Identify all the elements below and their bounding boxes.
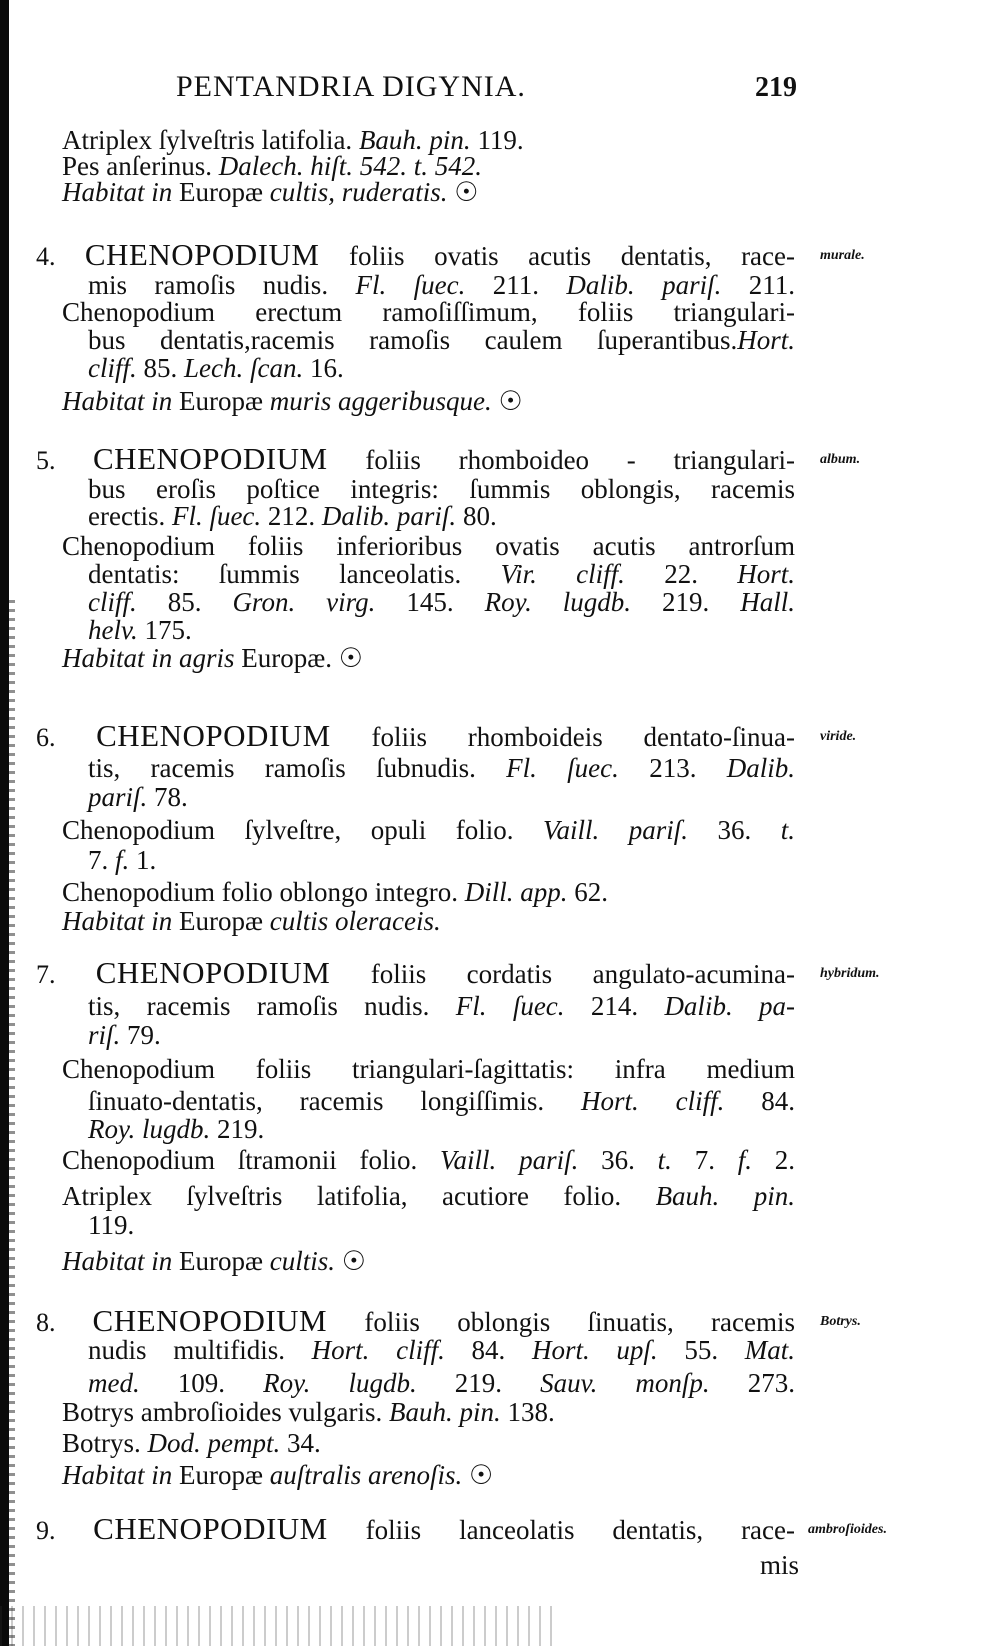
species-number: 7. [36,960,96,989]
italic-citation: Vir. cliff. [500,559,625,589]
text-segment: 212. [261,501,322,531]
text-line [62,1181,795,1211]
italic-citation: Sauv. monſp. [540,1368,710,1398]
page-edge-noise [9,600,15,1646]
text-segment: erectis. [88,501,172,531]
species-number: 8. [36,1308,93,1337]
text-segment: 213. [618,753,727,783]
italic-citation: Fl. ſuec. [171,501,262,531]
text-segment: Chenopodium ſylveſtre, opuli folio. [62,815,543,845]
entry-heading-line [36,1511,796,1546]
italic-citation: Habitat in [62,386,180,416]
entry-heading-line [36,718,795,753]
species-number: 5. [36,446,93,475]
text-line [62,815,795,845]
italic-citation: Hall. [740,587,796,617]
genus-name: CHENOPODIUM [92,1303,328,1338]
text-segment: 1. [129,845,157,875]
text-segment: 36. [687,815,781,845]
text-line [62,906,441,936]
text-segment: foliis cordatis angulato-acumina- [330,959,795,989]
italic-citation: cultis, ruderatis. [269,177,448,207]
text-segment: foliis rhomboideis dentato-ſinua- [330,722,795,752]
italic-citation: Hort. [737,325,795,355]
text-segment: 214. [564,991,665,1021]
text-segment: 36. [578,1145,658,1175]
italic-citation: Lech. ſcan. [184,353,304,383]
page-edge-shadow [0,0,9,1646]
text-line [62,1428,321,1458]
text-line [88,1114,264,1144]
italic-citation: Hort. [737,559,795,589]
italic-citation: Roy. lugdb. [484,587,632,617]
italic-citation: Habitat in [62,1246,180,1276]
italic-citation: Hort. cliff. [311,1335,445,1365]
margin-species-name: Botrys. [820,1314,861,1329]
text-segment: 79. [120,1020,161,1050]
text-segment: 175. [137,615,192,645]
text-segment: Atriplex ſylveſtris latifolia, acutiore folio. [62,1181,656,1211]
italic-citation: Habitat in [62,906,180,936]
text-line [88,474,795,504]
margin-species-name: album. [820,452,861,467]
italic-citation: Dill. app. [464,877,568,907]
text-segment: 273. [709,1368,796,1398]
text-segment: 109. [139,1368,264,1398]
text-segment: 219. [416,1368,541,1398]
text-segment: mis ramoſis nudis. [88,270,356,300]
genus-name: CHENOPODIUM [93,1511,328,1546]
italic-citation: Vaill. pariſ. [440,1145,579,1175]
text-segment: Europæ [179,1460,270,1490]
text-line [88,270,795,300]
text-segment: ☉ [447,177,479,207]
text-segment: Chenopodium ſtramonii folio. [62,1145,441,1175]
italic-citation: Gron. virg. [232,587,376,617]
text-segment: Pes anſerinus. [62,151,219,181]
entry-heading-line [36,441,795,476]
text-line [88,615,192,645]
text-segment: bus eroſis poſtice integris: ſummis oblongis, racemis [88,474,795,504]
italic-citation: auſtralis arenoſis. [269,1460,463,1490]
species-number: 6. [36,723,97,752]
text-segment: 219. [210,1114,265,1144]
entry-heading-line [36,1303,796,1338]
italic-citation: Habitat in agris [62,643,242,673]
italic-citation: Fl. ſuec. [506,753,619,783]
italic-citation: Fl. ſuec. [355,270,466,300]
text-line [88,1020,161,1050]
italic-citation: Fl. ſuec. [455,991,565,1021]
italic-citation: cultis. [269,1246,336,1276]
italic-citation: Dalib. pariſ. [321,501,457,531]
text-segment: tis, racemis ramoſis ſubnudis. [88,753,507,783]
italic-citation: Dalib. pa- [664,991,796,1021]
margin-species-name: hybridum. [820,966,880,981]
italic-citation: Habitat in [62,1460,180,1490]
italic-citation: Hort. cliff. [581,1086,725,1116]
italic-citation: helv. [88,615,138,645]
text-segment: foliis ovatis acutis dentatis, race- [319,241,796,271]
text-segment: 7. [88,845,115,875]
text-segment: foliis lanceolatis dentatis, race- [327,1515,796,1545]
italic-citation: cultis oleraceis. [269,906,441,936]
italic-citation: cliff. [88,353,137,383]
text-line [88,1335,795,1365]
text-segment: bus dentatis,racemis ramoſis caulem ſuperantibus. [88,325,738,355]
text-line [88,501,497,531]
italic-citation: t. [657,1145,672,1175]
text-segment: mis [760,1550,800,1580]
text-line [62,386,523,416]
running-header: PENTANDRIA DIGYNIA. [176,70,526,103]
text-segment: ſinuato-dentatis, racemis longiſſimis. [88,1086,582,1116]
text-segment: Botrys. [62,1428,148,1458]
text-line [88,845,156,875]
text-segment: 62. [567,877,608,907]
entry-heading-line [36,955,795,990]
text-line [88,753,795,783]
italic-citation: f. [737,1145,752,1175]
text-line [62,297,795,327]
margin-species-name: ambroſioides. [808,1522,887,1537]
text-segment: 119. [88,1210,135,1240]
text-line [62,1397,555,1427]
italic-citation: cliff. [88,587,137,617]
text-segment: 78. [147,782,188,812]
text-segment: Atriplex ſylveſtris latifolia. [62,125,359,155]
italic-citation: muris aggeribusque. [269,386,492,416]
text-line [62,177,479,207]
text-segment: 219. [631,587,741,617]
page-number: 219 [755,72,797,103]
italic-citation: Dalib. [726,753,796,783]
text-segment: 80. [456,501,497,531]
text-line [62,531,795,561]
text-line [88,325,795,355]
italic-citation: Bauh. pin. [655,1181,795,1211]
text-segment: 34. [280,1428,321,1458]
text-segment: 85. [136,353,184,383]
text-segment: 7. [671,1145,738,1175]
species-number: 9. [36,1516,94,1545]
text-segment: foliis rhomboideo - triangulari- [327,445,795,475]
italic-citation: Hort. upſ. [531,1335,658,1365]
text-segment: dentatis: ſummis lanceolatis. [88,559,501,589]
text-segment: Europæ [179,386,270,416]
text-segment: nudis multifidis. [88,1335,312,1365]
text-segment: Chenopodium erectum ramoſiſſimum, foliis triangulari- [62,297,795,327]
text-segment: tis, racemis ramoſis nudis. [88,991,456,1021]
text-segment: 16. [303,353,344,383]
text-segment: 211. [465,270,567,300]
text-segment: ☉ [462,1460,494,1490]
genus-name: CHENOPODIUM [93,441,328,476]
text-line [88,1368,795,1398]
text-segment: 22. [624,559,738,589]
text-segment: Europæ [179,1246,270,1276]
italic-citation: Habitat in [62,177,180,207]
text-line [88,991,795,1021]
genus-name: CHENOPODIUM [96,718,331,753]
text-segment: Europæ [179,906,270,936]
text-line [62,1145,795,1175]
text-line [88,782,188,812]
italic-citation: Roy. lugdb. [88,1114,211,1144]
species-number: 4. [36,242,85,271]
entry-heading-line [36,237,796,272]
text-segment: foliis oblongis ſinuatis, racemis [327,1307,796,1337]
text-line [88,587,795,617]
text-segment: Chenopodium foliis inferioribus ovatis acutis antrorſum [62,531,795,561]
text-segment: 84. [724,1086,796,1116]
margin-species-name: viride. [820,729,857,744]
text-line [62,643,363,673]
genus-name: CHENOPODIUM [84,237,320,272]
text-segment: 211. [721,270,795,300]
genus-name: CHENOPODIUM [95,955,331,990]
italic-citation: Roy. lugdb. [263,1368,417,1398]
text-line [88,1210,134,1240]
italic-citation: t. [780,815,795,845]
text-segment: 55. [657,1335,745,1365]
text-segment: Europæ [179,177,270,207]
text-line [62,1246,366,1276]
text-segment: 84. [444,1335,532,1365]
text-segment: 145. [375,587,485,617]
text-segment: 2. [752,1145,796,1175]
italic-citation: riſ. [88,1020,121,1050]
bottom-scan-noise [0,1606,560,1646]
text-segment: Chenopodium folio oblongo integro. [62,877,465,907]
text-segment: Botrys ambroſioides vulgaris. [62,1397,389,1427]
text-line [62,877,608,907]
italic-citation: Dalech. hiſt. 542. t. 542. [218,151,482,181]
text-segment: 138. [500,1397,555,1427]
margin-species-name: murale. [820,248,865,263]
italic-citation: pariſ. [88,782,148,812]
italic-citation: Vaill. pariſ. [542,815,688,845]
italic-citation: Bauh. pin. [388,1397,501,1427]
text-segment: Chenopodium foliis triangulari-ſagittatis: infra medium [62,1054,795,1084]
text-line [62,1460,493,1490]
italic-citation: Dalib. pariſ. [566,270,722,300]
italic-citation: f. [115,845,130,875]
text-segment: 85. [136,587,233,617]
italic-citation: Dod. pempt. [147,1428,281,1458]
italic-citation: Bauh. pin. [358,125,471,155]
text-line [88,1086,795,1116]
italic-citation: Mat. [744,1335,796,1365]
text-segment: 119. [470,125,524,155]
text-segment: Europæ. ☉ [241,643,363,673]
italic-citation: med. [88,1368,140,1398]
text-segment: ☉ [335,1246,366,1276]
text-segment: ☉ [491,386,523,416]
text-line [760,1550,799,1580]
text-line [88,559,795,589]
text-line [62,1054,795,1084]
text-line [88,353,344,383]
